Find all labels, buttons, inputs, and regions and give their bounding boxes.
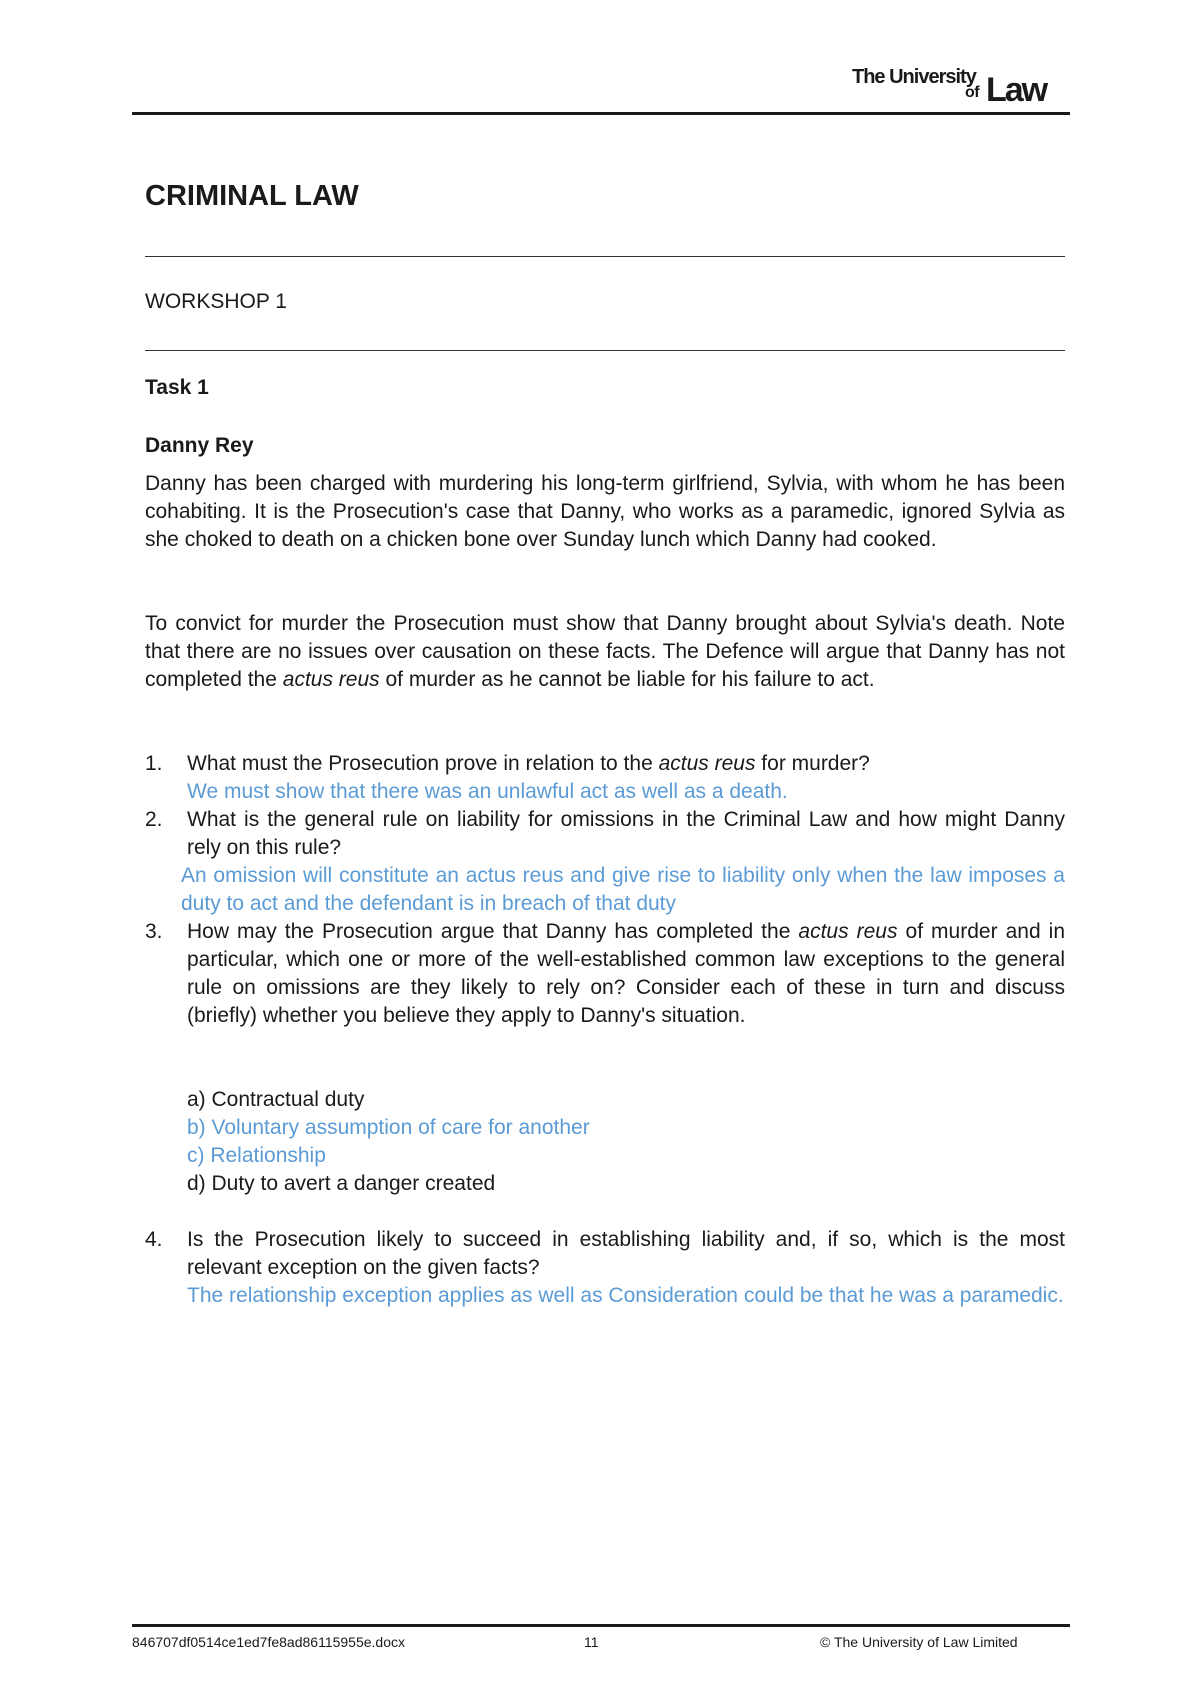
task-heading: Task 1 [145, 376, 209, 399]
footer-copyright: © The University of Law Limited [820, 1634, 1018, 1650]
logo-law-text: Law [986, 71, 1047, 109]
page-title: CRIMINAL LAW [145, 180, 359, 212]
header-rule [132, 112, 1070, 115]
workshop-divider [145, 350, 1065, 351]
case-name-heading: Danny Rey [145, 434, 254, 457]
title-divider [145, 256, 1065, 257]
question-2-number: 2. [145, 808, 163, 831]
question-1-answer: We must show that there was an unlawful act as well as a death. [187, 780, 788, 803]
option-d: d) Duty to avert a danger created [187, 1172, 496, 1195]
question-3-text: How may the Prosecution argue that Danny has completed the actus reus of murder and in particular, which one or more of the well-established common law exceptions to the general rule on omissions are they likely to rely on? Consider each of these in turn and discuss (briefly) whether you believe they apply to Danny's situation. [187, 920, 1065, 1027]
logo-of-text: of [965, 84, 980, 101]
option-a: a) Contractual duty [187, 1088, 365, 1111]
option-b: b) Voluntary assumption of care for another [187, 1116, 590, 1139]
question-2-answer: An omission will constitute an actus reus and give rise to liability only when the law imposes a duty to act and the defendant is in breach of that duty [181, 864, 1065, 915]
university-of-law-logo [852, 64, 1062, 108]
question-3-number: 3. [145, 920, 163, 943]
option-c: c) Relationship [187, 1144, 326, 1167]
question-4-number: 4. [145, 1228, 163, 1251]
footer-page-number: 11 [584, 1634, 599, 1650]
question-1-text: What must the Prosecution prove in relation to the actus reus for murder? [187, 752, 870, 775]
question-4-answer: The relationship exception applies as well as Consideration could be that he was a paramedic. [187, 1284, 1064, 1307]
question-2-text: What is the general rule on liability for omissions in the Criminal Law and how might Danny rely on this rule? [187, 808, 1065, 859]
footer-filename: 846707df0514ce1ed7fe8ad86115955e.docx [132, 1634, 405, 1650]
question-4-text: Is the Prosecution likely to succeed in establishing liability and, if so, which is the most relevant exception on the given facts? [187, 1228, 1065, 1279]
facts-paragraph: Danny has been charged with murdering his long-term girlfriend, Sylvia, with whom he has been cohabiting. It is the Prosecution's case that Danny, who works as a paramedic, ignored Sylvia as she choked to death on a chicken bone over Sunday lunch which Danny had cooked. [145, 472, 1065, 551]
logo-the-university-text: The University [852, 66, 976, 88]
footer-rule [132, 1624, 1070, 1627]
workshop-heading: WORKSHOP 1 [145, 290, 287, 313]
question-1-number: 1. [145, 752, 163, 775]
instructions-paragraph: To convict for murder the Prosecution must show that Danny brought about Sylvia's death. Note that there are no issues over causation on these facts. The Defence will argue that Danny has not completed the actus reus of murder as he cannot be liable for his failure to act. [145, 612, 1065, 691]
